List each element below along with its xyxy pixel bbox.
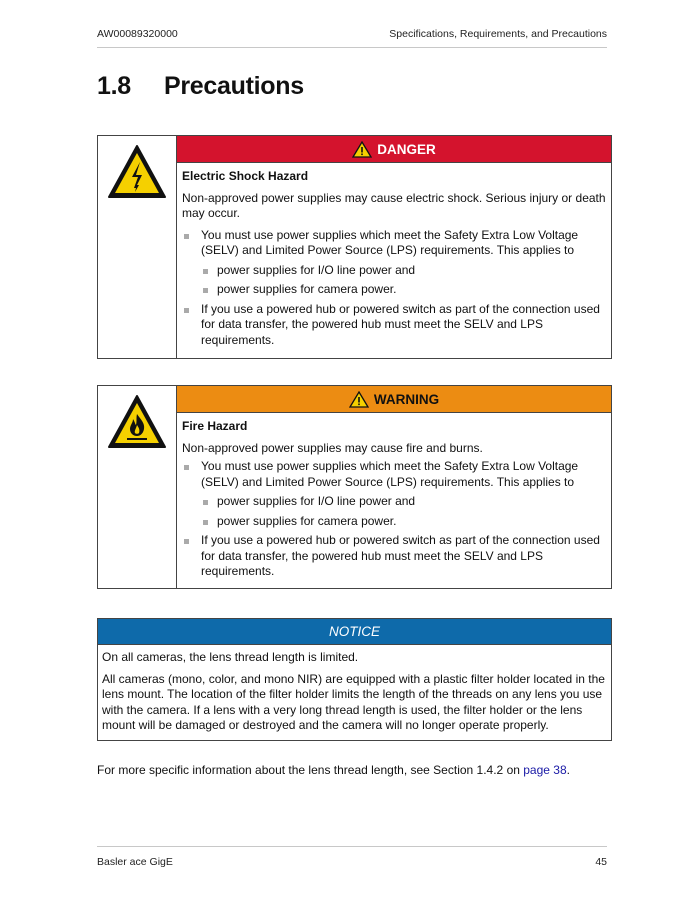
list-item: You must use power supplies which meet the Safety Extra Low Voltage (SELV) and Limited Power Source (LPS) requirements. This applies to power supplies for I/O line power and power supplies for camera power.	[182, 459, 606, 529]
page-footer	[97, 856, 607, 868]
notice-paragraph: On all cameras, the lens thread length is limited.	[102, 650, 359, 664]
notice-banner: NOTICE	[98, 619, 611, 645]
page-header	[97, 28, 607, 40]
header-rule	[97, 47, 607, 48]
danger-box	[97, 135, 612, 359]
list-item: power supplies for I/O line power and	[201, 263, 606, 279]
danger-banner	[177, 136, 611, 163]
danger-bullet-list	[182, 228, 606, 349]
footer-rule	[97, 846, 607, 847]
reference-paragraph: For more specific information about the lens thread length, see Section 1.4.2 on page 38.	[97, 763, 570, 777]
electric-shock-warning-icon	[107, 144, 167, 200]
section-number: 1.8	[97, 72, 131, 100]
warning-intro: Non-approved power supplies may cause fire and burns.	[182, 440, 483, 455]
danger-intro: Non-approved power supplies may cause electric shock. Serious injury or death may occur.	[182, 190, 606, 220]
list-item: If you use a powered hub or powered switch as part of the connection used for data transfer, the powered hub must meet the SELV and LPS requirements.	[182, 533, 606, 580]
doc-id: AW00089320000	[97, 28, 178, 40]
danger-label: DANGER	[377, 141, 436, 157]
warning-bullet-list	[182, 459, 606, 580]
list-item: You must use power supplies which meet the Safety Extra Low Voltage (SELV) and Limited Power Source (LPS) requirements. This applies to power supplies for I/O line power and power supplies for camera power.	[182, 228, 606, 298]
warning-triangle-icon	[349, 391, 369, 408]
warning-box	[97, 385, 612, 589]
notice-box	[97, 618, 612, 741]
page-link[interactable]: page 38	[523, 763, 567, 777]
warning-sub-list	[201, 494, 606, 529]
notice-paragraph: All cameras (mono, color, and mono NIR) are equipped with a plastic filter holder located in the lens mount. The location of the filter holder limits the length of the threads on any lens you use with the camera. If a lens with a very long thread length is used, the filter holder or the lens mount will be damaged or destroyed and the camera will no longer operate properly.	[102, 671, 605, 732]
warning-icon-cell	[98, 386, 177, 588]
section-title: Precautions	[164, 72, 304, 100]
warning-triangle-icon	[352, 141, 372, 158]
warning-label: WARNING	[373, 391, 440, 407]
header-section: Specifications, Requirements, and Precautions	[389, 28, 607, 40]
fire-hazard-warning-icon	[107, 394, 167, 450]
list-item: power supplies for camera power.	[201, 282, 606, 298]
page-number: 45	[595, 856, 607, 868]
warning-banner	[177, 386, 611, 413]
list-item: If you use a powered hub or powered switch as part of the connection used for data transfer, the powered hub must meet the SELV and LPS requirements.	[182, 302, 606, 349]
danger-sub-list	[201, 263, 606, 298]
warning-hazard-title: Fire Hazard	[182, 419, 248, 433]
page-title	[97, 72, 304, 101]
product-name: Basler ace GigE	[97, 856, 173, 868]
danger-icon-cell	[98, 136, 177, 358]
list-item: power supplies for I/O line power and	[201, 494, 606, 510]
danger-hazard-title: Electric Shock Hazard	[182, 169, 309, 183]
list-item: power supplies for camera power.	[201, 514, 606, 530]
